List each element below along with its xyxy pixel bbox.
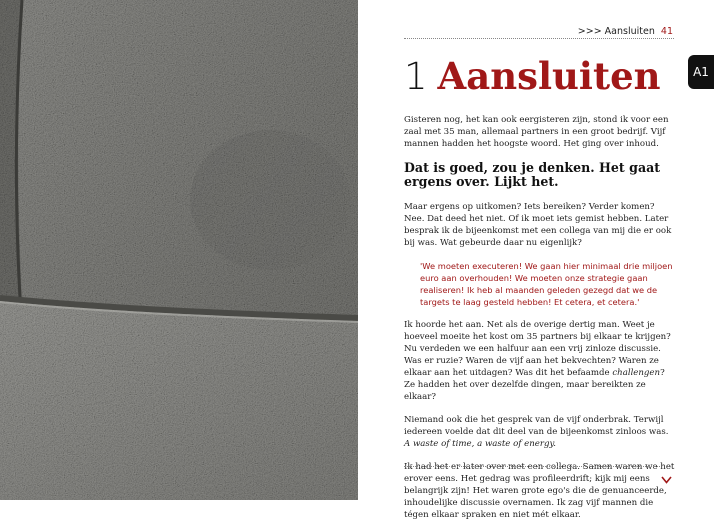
chapter-number: 1 bbox=[404, 55, 428, 98]
running-head bbox=[400, 26, 673, 37]
paragraph-1: Gisteren nog, het kan ook eergisteren zijn, stond ik voor een zaal met 35 man, allemaal partners in een groot bedrijf. Vijf mannen hadden het hoogste woord. Het ging over inhoud. bbox=[404, 115, 669, 149]
paragraph-4 bbox=[404, 414, 676, 450]
chapter-title: Aansluiten bbox=[437, 54, 661, 98]
chapter-heading bbox=[404, 54, 661, 98]
paragraph-3 bbox=[404, 319, 676, 403]
paragraph-3-part-b: ? Ze hadden het over dezelfde dingen, maar bereikten ze elkaar? bbox=[404, 368, 665, 402]
pull-quote: 'We moeten executeren! We gaan hier minimaal drie miljoen euro aan overhouden! We moeten onze strategie gaan realiseren! Ik heb al maanden geleden gezegd dat we de targets te laag gesteld hebben! Et cetera, et cetera.' bbox=[420, 261, 673, 307]
page-number: 41 bbox=[660, 26, 673, 37]
paragraph-3-emphasis: challengen bbox=[612, 368, 661, 378]
chapter-tab: A1 bbox=[688, 55, 714, 89]
body-text bbox=[404, 114, 676, 532]
bottom-divider bbox=[404, 466, 660, 467]
paragraph-3-part-a: Ik hoorde het aan. Net als de overige dertig man. Weet je hoeveel moeite het kost om 35 partners bij elkaar te krijgen? Nu verdeden we een halfuur aan een vrij zinloze discussie. Was er ruzie? Waren de vijf aan het bekvechten? Waren ze elkaar aan het uitdagen? Was dit het befaamde bbox=[404, 320, 671, 378]
paragraph-4-part-a: Niemand ook die het gesprek van de vijf onderbrak. Terwijl iedereen voelde dat dit deel van de bijeenkomst zinloos was. bbox=[404, 415, 669, 437]
granite-photo bbox=[0, 0, 358, 500]
running-head-section: >>> Aansluiten bbox=[577, 26, 655, 37]
chevron-down-icon bbox=[661, 469, 672, 488]
top-divider bbox=[404, 38, 674, 39]
paragraph-4-emphasis: A waste of time, a waste of energy. bbox=[404, 439, 556, 449]
paragraph-5: Ik had het er later over met een collega. Samen waren we het erover eens. Het gedrag was profileerdrift; kijk mij eens belangrijk zijn! Het waren grote ego's die de genuanceerde, inhoudelijke discussie overnamen. Ik zag vijf mannen die tégen elkaar spraken en niet mét elkaar. bbox=[404, 462, 675, 520]
paragraph-2: Maar ergens op uitkomen? Iets bereiken? Verder komen? Nee. Dat deed het niet. Of ik moet iets gemist hebben. Later besprak ik de bijeenkomst met een collega van mij die er ook bij was. Wat gebeurde daar nu eigenlijk? bbox=[404, 202, 672, 248]
section-heading: Dat is goed, zou je denken. Het gaat ergens over. Lijkt het. bbox=[404, 160, 661, 189]
